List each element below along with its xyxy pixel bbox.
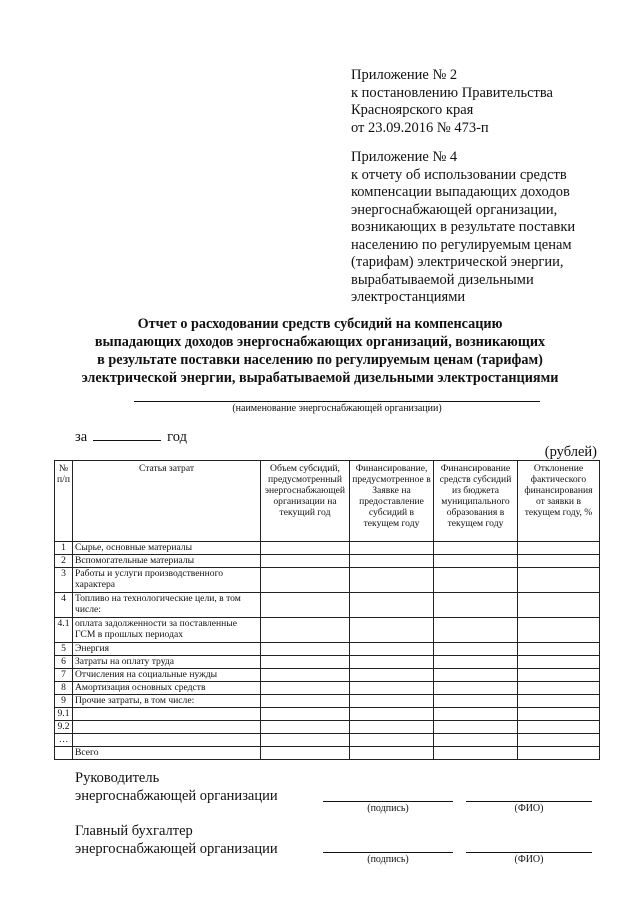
title-line: в результате поставки населению по регулируемым ценам (тарифам) bbox=[97, 352, 543, 368]
row-number bbox=[55, 747, 73, 760]
row-number: 9 bbox=[55, 695, 73, 708]
amount-cell[interactable] bbox=[518, 734, 600, 747]
col-header-num: № п/п bbox=[55, 461, 73, 542]
appendix-2-block bbox=[351, 67, 553, 137]
appendix-line: энергоснабжающей организации, bbox=[351, 201, 558, 218]
accountant-fio-field[interactable] bbox=[466, 852, 592, 853]
row-number: … bbox=[55, 734, 73, 747]
amount-cell[interactable] bbox=[434, 568, 518, 593]
amount-cell[interactable] bbox=[518, 555, 600, 568]
accountant-signature-role bbox=[75, 822, 278, 858]
table-row bbox=[55, 682, 600, 695]
amount-cell[interactable] bbox=[518, 643, 600, 656]
amount-cell[interactable] bbox=[350, 747, 434, 760]
amount-cell[interactable] bbox=[518, 542, 600, 555]
amount-cell[interactable] bbox=[261, 568, 350, 593]
col-header-item: Статья затрат bbox=[73, 461, 261, 542]
role-line: Руководитель bbox=[75, 770, 160, 786]
amount-cell[interactable] bbox=[434, 721, 518, 734]
amount-cell[interactable] bbox=[261, 593, 350, 618]
table-row bbox=[55, 643, 600, 656]
director-signature-role bbox=[75, 769, 278, 805]
amount-cell[interactable] bbox=[261, 734, 350, 747]
col-header-deviation: Отклонение фактического финансирования от заявки в текущем году, % bbox=[518, 461, 600, 542]
amount-cell[interactable] bbox=[434, 618, 518, 643]
title-line: электрической энергии, вырабатываемой дизельными электростанциями bbox=[81, 370, 559, 386]
row-number: 7 bbox=[55, 669, 73, 682]
appendix-line: (тарифам) электрической энергии, bbox=[351, 254, 564, 270]
amount-cell[interactable] bbox=[518, 618, 600, 643]
table-row bbox=[55, 542, 600, 555]
appendix-line: к отчету об использовании средств bbox=[351, 166, 567, 183]
amount-cell[interactable] bbox=[261, 695, 350, 708]
table-row bbox=[55, 656, 600, 669]
amount-cell[interactable] bbox=[434, 695, 518, 708]
appendix-line: Приложение № 4 bbox=[351, 149, 458, 165]
amount-cell[interactable] bbox=[261, 643, 350, 656]
col-header-requested: Финансирование, предусмотренное в Заявке на предоставление субсидий в текущем году bbox=[350, 461, 434, 542]
appendix-4-block bbox=[351, 149, 575, 307]
amount-cell[interactable] bbox=[350, 555, 434, 568]
row-item-name: Работы и услуги производственного характера bbox=[73, 568, 261, 593]
appendix-line: Приложение № 2 bbox=[351, 67, 458, 83]
row-number: 9.2 bbox=[55, 721, 73, 734]
row-item-name bbox=[73, 708, 261, 721]
amount-cell[interactable] bbox=[518, 669, 600, 682]
appendix-line: от 23.09.2016 № 473-п bbox=[351, 119, 489, 136]
table-row bbox=[55, 747, 600, 760]
amount-cell[interactable] bbox=[261, 618, 350, 643]
row-item-name bbox=[73, 734, 261, 747]
row-item-name: оплата задолженности за поставленные ГСМ в прошлых периодах bbox=[73, 618, 261, 643]
appendix-line: населению по регулируемым ценам bbox=[351, 236, 572, 253]
row-item-name: Сырье, основные материалы bbox=[73, 542, 261, 555]
amount-cell[interactable] bbox=[518, 656, 600, 669]
amount-cell[interactable] bbox=[350, 682, 434, 695]
appendix-line: к постановлению Правительства bbox=[351, 84, 553, 101]
amount-cell[interactable] bbox=[261, 747, 350, 760]
row-item-name: Вспомогательные материалы bbox=[73, 555, 261, 568]
fio-caption: (ФИО) bbox=[514, 854, 544, 865]
amount-cell[interactable] bbox=[350, 721, 434, 734]
report-title bbox=[40, 315, 600, 387]
appendix-line: Красноярского края bbox=[351, 102, 474, 118]
table-row bbox=[55, 568, 600, 593]
table-row bbox=[55, 618, 600, 643]
row-number: 2 bbox=[55, 555, 73, 568]
amount-cell[interactable] bbox=[350, 695, 434, 708]
amount-cell[interactable] bbox=[261, 555, 350, 568]
table-row bbox=[55, 708, 600, 721]
amount-cell[interactable] bbox=[350, 734, 434, 747]
amount-cell[interactable] bbox=[434, 734, 518, 747]
amount-cell[interactable] bbox=[518, 708, 600, 721]
amount-cell[interactable] bbox=[518, 721, 600, 734]
amount-cell[interactable] bbox=[261, 656, 350, 669]
table-row bbox=[55, 734, 600, 747]
sign-caption: (подпись) bbox=[367, 854, 409, 865]
row-number: 4.1 bbox=[55, 618, 73, 643]
row-item-name: Амортизация основных средств bbox=[73, 682, 261, 695]
amount-cell[interactable] bbox=[261, 542, 350, 555]
amount-cell[interactable] bbox=[350, 643, 434, 656]
row-item-name: Отчисления на социальные нужды bbox=[73, 669, 261, 682]
amount-cell[interactable] bbox=[434, 643, 518, 656]
period-line bbox=[75, 428, 187, 446]
row-number: 9.1 bbox=[55, 708, 73, 721]
director-fio-field[interactable] bbox=[466, 801, 592, 802]
amount-cell[interactable] bbox=[350, 593, 434, 618]
amount-cell[interactable] bbox=[434, 555, 518, 568]
row-item-name: Топливо на технологические цели, в том числе: bbox=[73, 593, 261, 618]
amount-cell[interactable] bbox=[261, 669, 350, 682]
row-item-name: Затраты на оплату труда bbox=[73, 656, 261, 669]
appendix-line: возникающих в результате поставки bbox=[351, 219, 576, 235]
fio-caption: (ФИО) bbox=[514, 803, 544, 814]
org-name-field[interactable] bbox=[134, 401, 540, 402]
amount-cell[interactable] bbox=[261, 682, 350, 695]
amount-cell[interactable] bbox=[350, 669, 434, 682]
table-row bbox=[55, 669, 600, 682]
title-line: выпадающих доходов энергоснабжающих организаций, возникающих bbox=[94, 334, 546, 350]
row-number: 6 bbox=[55, 656, 73, 669]
accountant-sign-field[interactable] bbox=[323, 852, 453, 853]
role-line: энергоснабжающей организации bbox=[75, 788, 278, 804]
amount-cell[interactable] bbox=[434, 669, 518, 682]
col-header-funded: Финансирование средств субсидий из бюджета муниципального образования в текущем году bbox=[434, 461, 518, 542]
amount-cell[interactable] bbox=[434, 593, 518, 618]
amount-cell[interactable] bbox=[350, 618, 434, 643]
org-name-caption: (наименование энергоснабжающей организации) bbox=[232, 403, 442, 414]
table-row bbox=[55, 721, 600, 734]
amount-cell[interactable] bbox=[518, 682, 600, 695]
amount-cell[interactable] bbox=[434, 747, 518, 760]
table-row bbox=[55, 593, 600, 618]
row-number: 4 bbox=[55, 593, 73, 618]
amount-cell[interactable] bbox=[518, 593, 600, 618]
row-item-name: Энергия bbox=[73, 643, 261, 656]
period-suffix: год bbox=[167, 429, 187, 445]
col-header-planned: Объем субсидий, предусмотренный энергоснабжающей организации на текущий год bbox=[261, 461, 350, 542]
table-row bbox=[55, 555, 600, 568]
amount-cell[interactable] bbox=[434, 708, 518, 721]
amount-cell[interactable] bbox=[350, 656, 434, 669]
amount-cell[interactable] bbox=[261, 708, 350, 721]
amount-cell[interactable] bbox=[434, 542, 518, 555]
amount-cell[interactable] bbox=[518, 695, 600, 708]
role-line: Главный бухгалтер bbox=[75, 823, 193, 839]
expenses-table bbox=[54, 460, 600, 760]
role-line: энергоснабжающей организации bbox=[75, 841, 278, 857]
row-number: 5 bbox=[55, 643, 73, 656]
table-header-row bbox=[55, 461, 600, 542]
period-prefix: за bbox=[75, 429, 88, 445]
amount-cell[interactable] bbox=[434, 656, 518, 669]
amount-cell[interactable] bbox=[518, 747, 600, 760]
amount-cell[interactable] bbox=[434, 682, 518, 695]
year-field[interactable] bbox=[93, 428, 161, 441]
amount-cell[interactable] bbox=[350, 542, 434, 555]
amount-cell[interactable] bbox=[350, 708, 434, 721]
amount-cell[interactable] bbox=[261, 721, 350, 734]
director-sign-field[interactable] bbox=[323, 801, 453, 802]
amount-cell[interactable] bbox=[518, 568, 600, 593]
appendix-line: вырабатываемой дизельными bbox=[351, 271, 534, 288]
row-item-name bbox=[73, 721, 261, 734]
unit-label: (рублей) bbox=[544, 444, 597, 460]
appendix-line: электростанциями bbox=[351, 289, 466, 305]
row-item-name: Прочие затраты, в том числе: bbox=[73, 695, 261, 708]
sign-caption: (подпись) bbox=[367, 803, 409, 814]
row-number: 3 bbox=[55, 568, 73, 593]
row-number: 1 bbox=[55, 542, 73, 555]
row-number: 8 bbox=[55, 682, 73, 695]
row-item-name: Всего bbox=[73, 747, 261, 760]
appendix-line: компенсации выпадающих доходов bbox=[351, 184, 570, 200]
table-row bbox=[55, 695, 600, 708]
title-line: Отчет о расходовании средств субсидий на компенсацию bbox=[137, 316, 503, 332]
amount-cell[interactable] bbox=[350, 568, 434, 593]
